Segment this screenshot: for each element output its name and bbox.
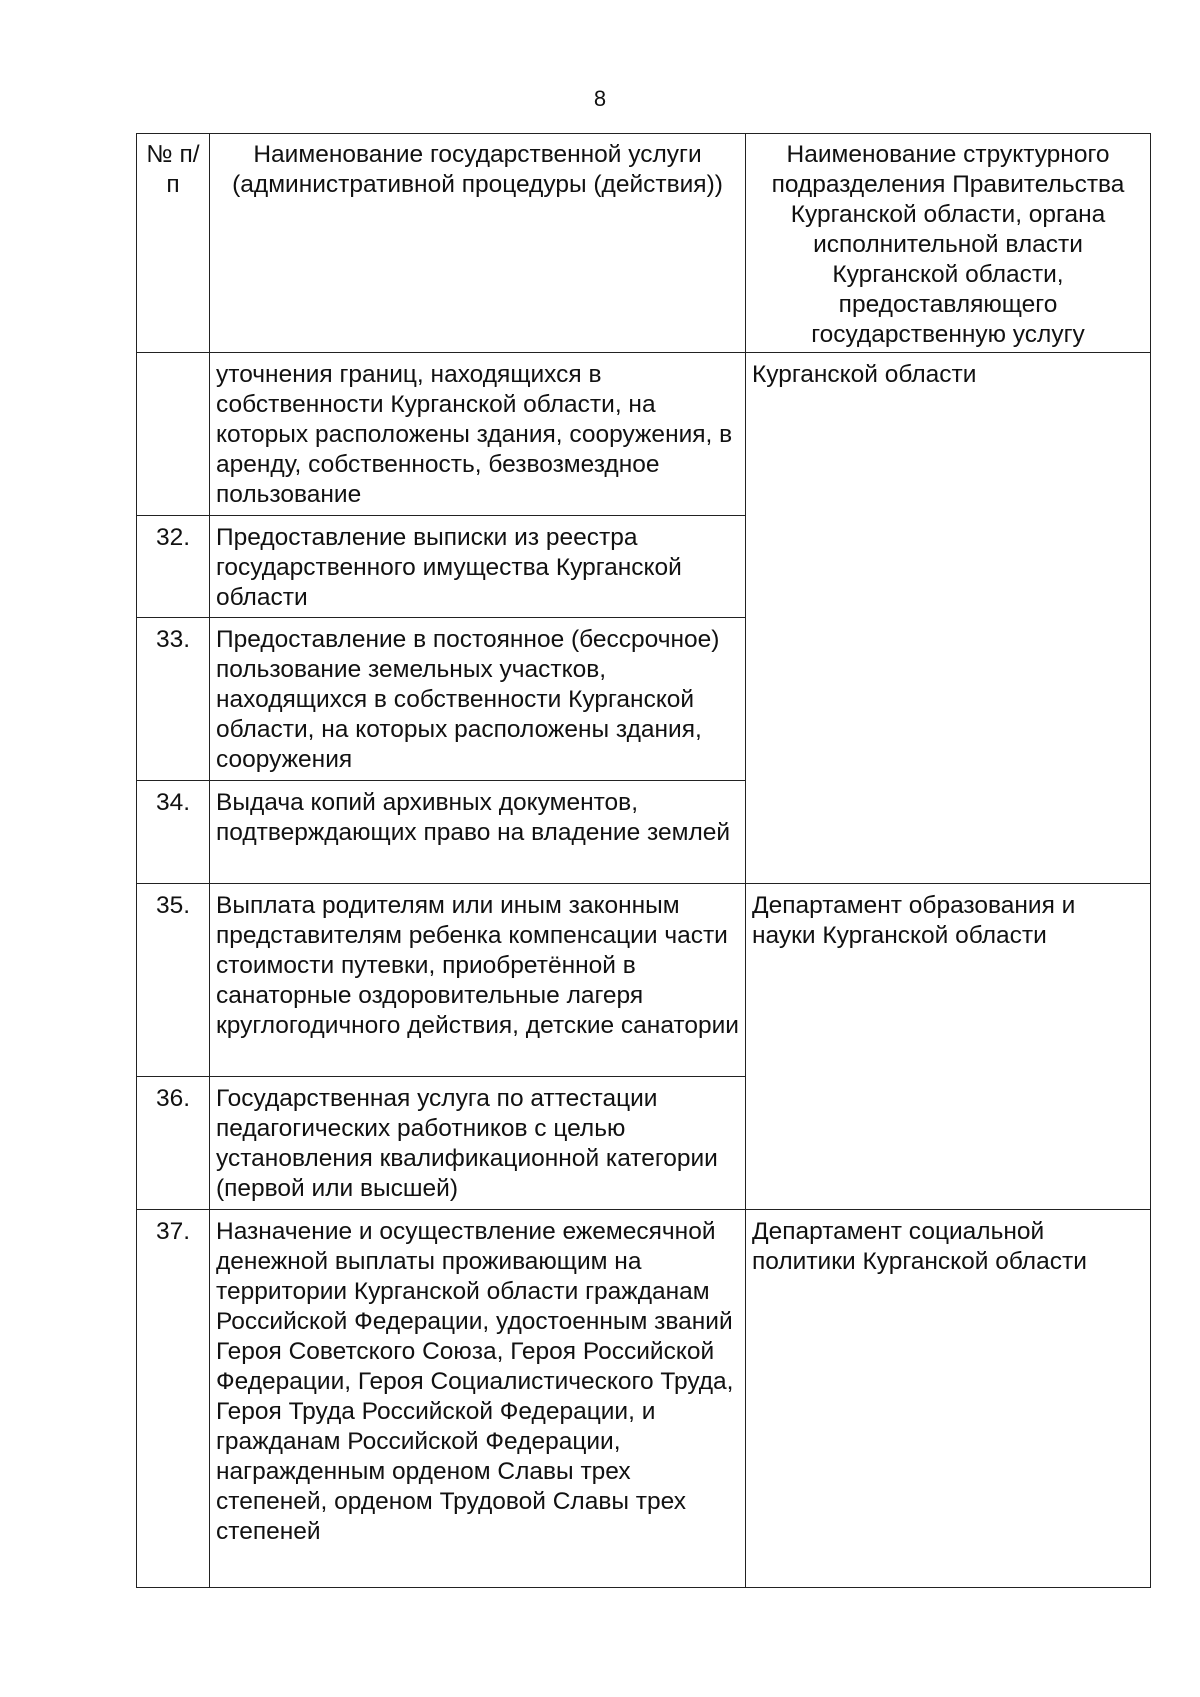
row-number	[137, 353, 210, 516]
row-number: 34.	[137, 781, 210, 884]
department-name: Курганской области	[746, 353, 1151, 884]
service-name: Выдача копий архивных документов, подтверждающих право на владение землей	[210, 781, 746, 884]
department-name: Департамент социальной политики Курганской области	[746, 1210, 1151, 1588]
row-number: 32.	[137, 516, 210, 618]
row-number: 35.	[137, 884, 210, 1077]
row-number: 33.	[137, 618, 210, 781]
service-name: Предоставление в постоянное (бессрочное) пользование земельных участков, находящихся в собственности Курганской области, на которых расположены здания, сооружения	[210, 618, 746, 781]
service-name: Предоставление выписки из реестра государственного имущества Курганской области	[210, 516, 746, 618]
header-department: Наименование структурного подразделения Правительства Курганской области, органа исполнительной власти Курганской области, предоставляющего государственную услугу	[746, 134, 1151, 353]
service-name: Выплата родителям или иным законным представителям ребенка компенсации части стоимости путевки, приобретённой в санаторные оздоровительные лагеря круглогодичного действия, детские санатории	[210, 884, 746, 1077]
service-name: Государственная услуга по аттестации педагогических работников с целью установления квалификационной категории (первой или высшей)	[210, 1077, 746, 1210]
row-number: 36.	[137, 1077, 210, 1210]
department-name: Департамент образования и науки Курганской области	[746, 884, 1151, 1210]
row-number: 37.	[137, 1210, 210, 1588]
services-table	[136, 133, 1151, 1588]
service-name: уточнения границ, находящихся в собственности Курганской области, на которых расположены здания, сооружения, в аренду, собственность, безвозмездное пользование	[210, 353, 746, 516]
table-row	[137, 353, 1151, 516]
table-header-row	[137, 134, 1151, 353]
page-number: 8	[593, 86, 607, 111]
header-number: № п/п	[137, 134, 210, 353]
service-name: Назначение и осуществление ежемесячной денежной выплаты проживающим на территории Курганской области гражданам Российской Федерации, удостоенным званий Героя Советского Союза, Героя Российской Федерации, Героя Социалистического Труда, Героя Труда Российской Федерации, и гражданам Российской Федерации, награжденным орденом Славы трех степеней, орденом Трудовой Славы трех степеней	[210, 1210, 746, 1588]
header-service: Наименование государственной услуги (административной процедуры (действия))	[210, 134, 746, 353]
table-row	[137, 1210, 1151, 1588]
table-row	[137, 884, 1151, 1077]
